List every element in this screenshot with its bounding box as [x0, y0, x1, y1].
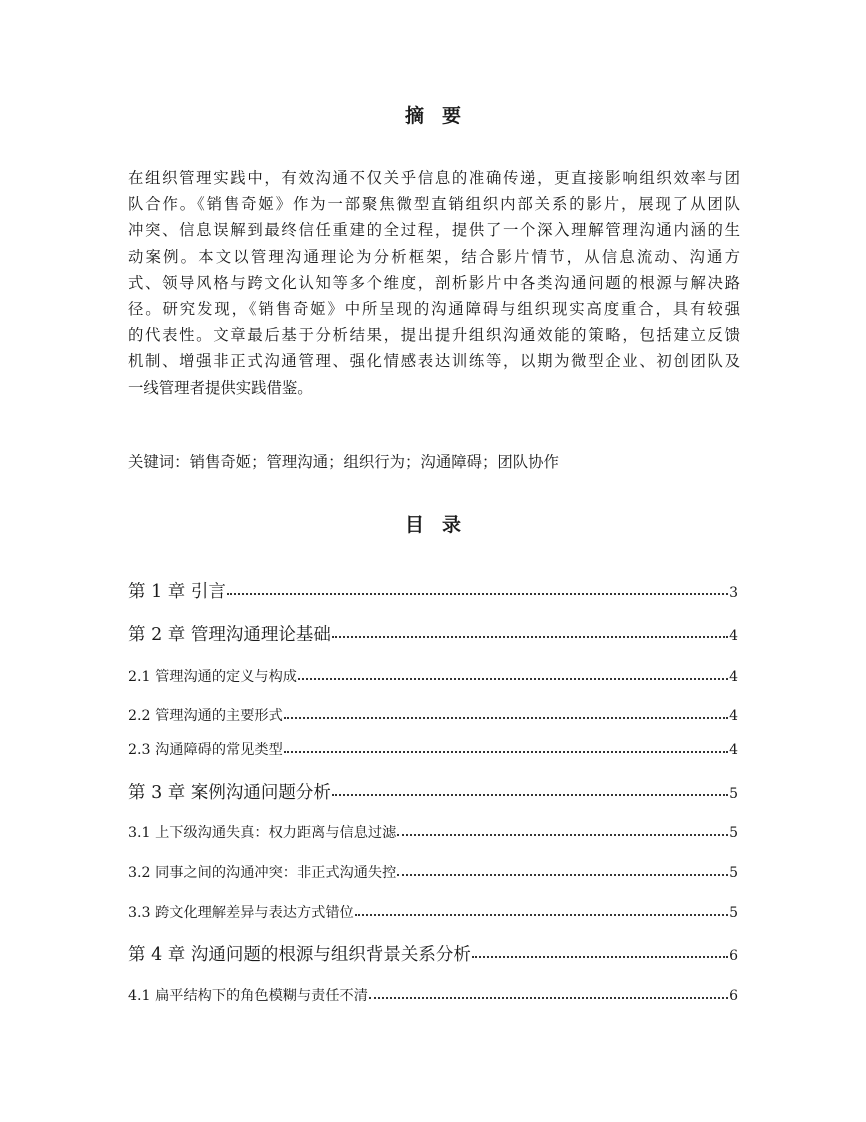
toc-page-number: 5 [729, 865, 738, 881]
abstract-line: 径。研究发现，《销售奇姬》中所呈现的沟通障碍与组织现实高度重合，具有较强 [128, 300, 740, 319]
dot-leader [397, 874, 728, 876]
toc-entry-label: 2.3 沟通障碍的常见类型 [128, 742, 283, 758]
toc-entry-label: 4.1 扁平结构下的角色模糊与责任不清 [128, 988, 368, 1004]
dot-leader [227, 593, 728, 595]
dot-leader [355, 914, 728, 916]
toc-entry-section-3-3[interactable] [128, 902, 738, 922]
abstract-line: 机制、增强非正式沟通管理、强化情感表达训练等，以期为微型企业、初创团队及 [128, 352, 740, 371]
toc-entry-chapter-3[interactable] [128, 779, 738, 804]
dot-leader [472, 956, 728, 958]
toc-entry-label: 2.1 管理沟通的定义与构成 [128, 669, 297, 685]
toc-page-number: 6 [729, 988, 738, 1004]
toc-page-number: 3 [729, 585, 738, 601]
toc-entry-label: 第 3 章 案例沟通问题分析 [128, 783, 331, 803]
abstract-line: 冲突、信息误解到最终信任重建的全过程，提供了一个深入理解管理沟通内涵的生 [128, 221, 740, 240]
abstract-line: 一线管理者提供实践借鉴。 [128, 378, 313, 397]
toc-page-number: 5 [729, 905, 738, 921]
dot-leader [284, 717, 728, 719]
abstract-line: 的代表性。文章最后基于分析结果，提出提升组织沟通效能的策略，包括建立反馈 [128, 326, 740, 345]
toc-entry-chapter-2[interactable] [128, 621, 738, 646]
toc-entry-label: 3.1 上下级沟通失真：权力距离与信息过滤 [128, 825, 397, 841]
abstract-line: 式、领导风格与跨文化认知等多个维度，剖析影片中各类沟通问题的根源与解决路 [128, 273, 740, 292]
abstract-line: 在组织管理实践中，有效沟通不仅关乎信息的准确传递，更直接影响组织效率与团 [128, 169, 740, 187]
dot-leader [298, 678, 728, 680]
abstract-line: 队合作。《销售奇姬》作为一部聚焦微型直销组织内部关系的影片，展现了从团队 [128, 195, 740, 214]
toc-entry-section-2-1[interactable] [128, 666, 738, 686]
abstract-body [128, 165, 740, 401]
dot-leader [369, 997, 728, 999]
toc-entry-section-2-2[interactable] [128, 705, 738, 725]
dot-leader [332, 794, 728, 796]
toc-page-number: 5 [729, 825, 738, 841]
toc-page-number: 4 [729, 708, 738, 724]
toc-entry-label: 3.3 跨文化理解差异与表达方式错位 [128, 905, 354, 921]
keywords: 关键词：销售奇姬；管理沟通；组织行为；沟通障碍；团队协作 [128, 453, 559, 471]
toc-entry-label: 第 2 章 管理沟通理论基础 [128, 625, 331, 645]
toc-page-number: 4 [729, 742, 738, 758]
toc-entry-label: 第 4 章 沟通问题的根源与组织背景关系分析 [128, 945, 471, 965]
toc-entry-chapter-1[interactable] [128, 578, 738, 603]
toc-page-number: 6 [729, 948, 738, 964]
abstract-line: 动案例。本文以管理沟通理论为分析框架，结合影片情节，从信息流动、沟通方 [128, 247, 740, 266]
toc-page-number: 5 [729, 786, 738, 802]
toc-page-number: 4 [729, 669, 738, 685]
toc-title: 目录 [404, 514, 479, 536]
toc-entry-section-2-3[interactable] [128, 739, 738, 759]
toc-page-number: 4 [729, 628, 738, 644]
toc-entry-chapter-4[interactable] [128, 941, 738, 966]
abstract-title: 摘要 [404, 105, 479, 127]
toc-entry-section-3-1[interactable] [128, 822, 738, 842]
dot-leader [332, 636, 728, 638]
toc-entry-section-3-2[interactable] [128, 862, 738, 882]
toc-entry-section-4-1[interactable] [128, 985, 738, 1005]
toc-entry-label: 3.2 同事之间的沟通冲突：非正式沟通失控 [128, 865, 397, 881]
toc-entry-label: 第 1 章 引言 [128, 582, 226, 602]
toc-entry-label: 2.2 管理沟通的主要形式 [128, 708, 283, 724]
dot-leader [284, 751, 728, 753]
dot-leader [397, 834, 728, 836]
